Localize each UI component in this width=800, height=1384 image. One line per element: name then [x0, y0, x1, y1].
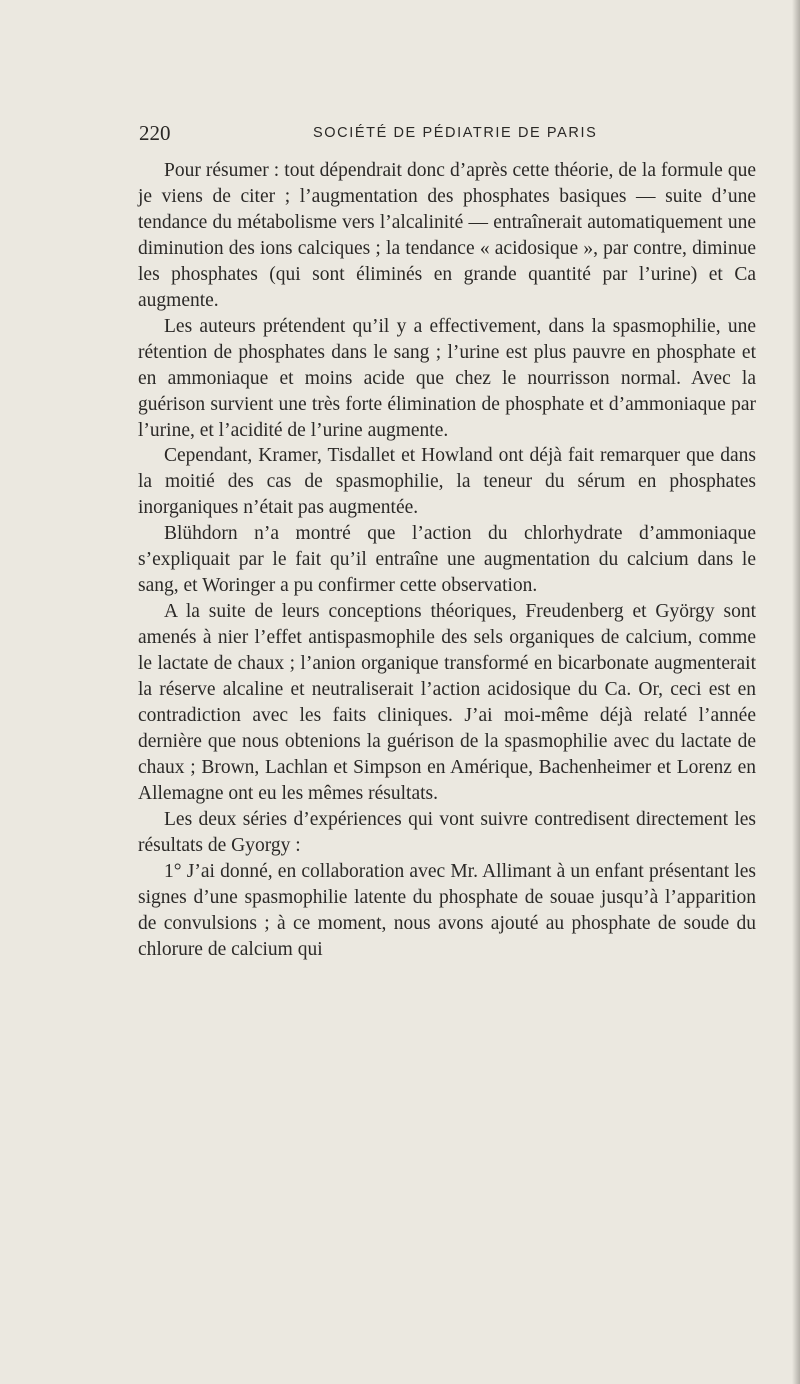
paragraph-summary: Pour résumer : tout dépendrait donc d’après cette théorie, de la formule que je viens de citer ; l’augmentation des phosphates basiques — suite d’une tendance du métabolisme vers l’alcalinité — entraînerait automatiquement une diminution des ions calciques ; la tendance « acidosique », par contre, diminue les phosphates (qui sont éliminés en grande quantité par l’urine) et Ca augmente.: [138, 160, 756, 311]
paragraph-authors-claim: Les auteurs prétendent qu’il y a effectivement, dans la spasmophilie, une rétention de phosphates dans le sang ; l’urine est plus pauvre en phosphate et en ammoniaque et moins acide que chez le nourrisson normal. Avec la guérison survient une très forte élimination de phosphate et d’ammoniaque par l’urine, et l’acidité de l’urine augmente.: [138, 315, 756, 441]
paragraph-freudenberg: A la suite de leurs conceptions théoriques, Freudenberg et György sont amenés à nier l’effet antispasmophile des sels organiques de calcium, comme le lactate de chaux ; l’anion organique transformé en bicarbonate augmenterait la réserve alcaline et neutraliserait l’action acidosique du Ca. Or, ceci est en contradiction avec les faits cliniques. J’ai moi-même déjà relaté l’année dernière que nous obtenions la guérison de la spasmophilie avec du lactate de chaux ; Brown, Lachlan et Simpson en Amérique, Bachenheimer et Lorenz en Allemagne ont eu les mêmes résultats.: [138, 601, 756, 804]
page-edge-shadow: [792, 0, 800, 1384]
page-number: 220: [139, 121, 171, 145]
paragraph-kramer: Cependant, Kramer, Tisdallet et Howland ont déjà fait remarquer que dans la moitié des cas de spasmophilie, la teneur du sérum en phosphates inorganiques n’était pas augmentée.: [138, 445, 756, 519]
paragraph-experiment-1: 1° J’ai donné, en collaboration avec Mr. Allimant à un enfant présentant les signes d’une spasmophilie latente du phosphate de souae jusqu’à l’apparition de convulsions ; à ce moment, nous avons ajouté au phosphate de soude du chlorure de calcium qui: [138, 860, 756, 960]
body-text: [138, 158, 756, 963]
page-header: [139, 121, 719, 145]
paragraph-bluhdorn: Blühdorn n’a montré que l’action du chlorhydrate d’ammoniaque s’expliquait par le fait qu’il entraîne une augmentation du calcium dans le sang, et Woringer a pu confirmer cette observation.: [138, 523, 756, 597]
paragraph-experiments-intro: Les deux séries d’expériences qui vont suivre contredisent directement les résultats de Gyorgy :: [138, 808, 756, 856]
running-title: SOCIÉTÉ DE PÉDIATRIE DE PARIS: [313, 125, 598, 141]
